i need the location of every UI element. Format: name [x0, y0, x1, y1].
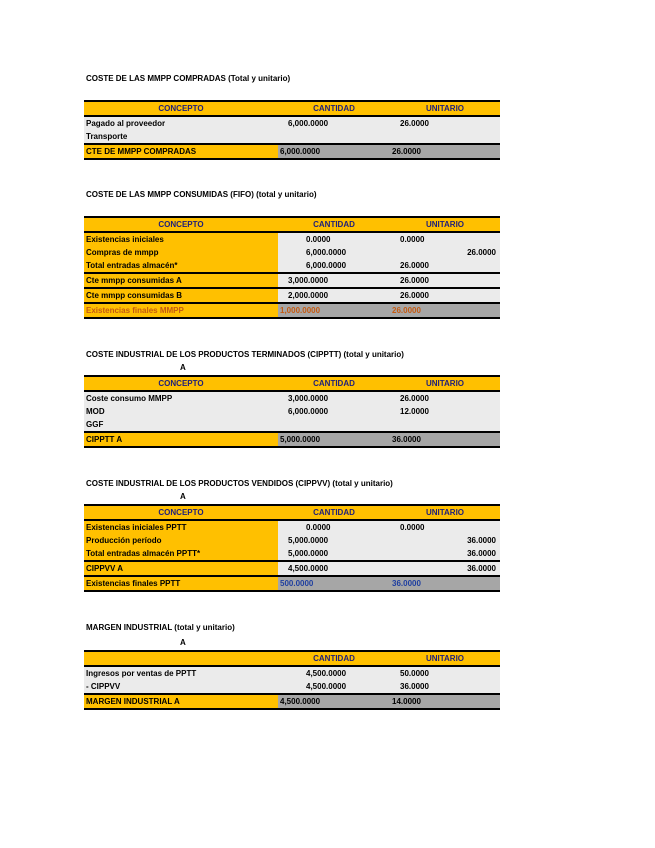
header-concepto — [84, 651, 278, 666]
row-qty: 3,000.0000 — [278, 391, 390, 405]
section-title-mmpp-consumidas: COSTE DE LAS MMPP CONSUMIDAS (FIFO) (total y unitario) — [86, 190, 317, 199]
row-qty: 5,000.0000 — [278, 547, 390, 561]
row-label: Existencias iniciales — [84, 232, 278, 246]
row-label: Coste consumo MMPP — [84, 391, 278, 405]
header-unitario: UNITARIO — [390, 101, 500, 116]
table-margen — [84, 650, 500, 710]
row-unit: 26.0000 — [390, 259, 500, 273]
total-row — [84, 432, 500, 447]
header-unitario: UNITARIO — [390, 651, 500, 666]
total-row — [84, 144, 500, 159]
total-label: CIPPTT A — [84, 432, 278, 447]
header-concepto: CONCEPTO — [84, 217, 278, 232]
row-label: Total entradas almacén* — [84, 259, 278, 273]
row-qty: 6,000.0000 — [278, 246, 390, 259]
row-label: - CIPPVV — [84, 680, 278, 694]
row-unit: 26.0000 — [390, 246, 500, 259]
total-row — [84, 576, 500, 591]
header-cantidad: CANTIDAD — [278, 505, 390, 520]
table-header — [84, 101, 500, 116]
header-cantidad: CANTIDAD — [278, 101, 390, 116]
row-qty — [278, 418, 390, 432]
row-unit: 36.0000 — [390, 561, 500, 576]
row-unit: 0.0000 — [390, 520, 500, 534]
row-qty: 3,000.0000 — [278, 273, 390, 288]
section-title-cipptt: COSTE INDUSTRIAL DE LOS PRODUCTOS TERMINADOS (CIPPTT) (total y unitario) — [86, 350, 404, 359]
table-header — [84, 651, 500, 666]
table-row — [84, 391, 500, 405]
table-header — [84, 217, 500, 232]
table-row — [84, 130, 500, 144]
table-row — [84, 520, 500, 534]
row-qty: 4,500.0000 — [278, 680, 390, 694]
table-cipptt — [84, 375, 500, 448]
table-row — [84, 547, 500, 561]
row-qty: 0.0000 — [278, 232, 390, 246]
section-title-mmpp-compradas: COSTE DE LAS MMPP COMPRADAS (Total y unitario) — [86, 74, 291, 83]
row-unit: 26.0000 — [390, 391, 500, 405]
total-unit: 26.0000 — [390, 303, 500, 318]
section-title-cippvv: COSTE INDUSTRIAL DE LOS PRODUCTOS VENDIDOS (CIPPVV) (total y unitario) — [86, 479, 393, 488]
header-unitario: UNITARIO — [390, 505, 500, 520]
table-header — [84, 376, 500, 391]
product-label-a: A — [180, 638, 186, 647]
total-row — [84, 694, 500, 709]
total-qty: 1,000.0000 — [278, 303, 390, 318]
row-label: Existencias iniciales PPTT — [84, 520, 278, 534]
total-unit: 36.0000 — [390, 432, 500, 447]
total-unit: 26.0000 — [390, 144, 500, 159]
row-qty: 6,000.0000 — [278, 116, 390, 130]
table-mmpp-compradas — [84, 100, 500, 160]
row-qty: 4,500.0000 — [278, 666, 390, 680]
table-row — [84, 232, 500, 246]
row-qty: 2,000.0000 — [278, 288, 390, 303]
table-row — [84, 288, 500, 303]
total-qty: 4,500.0000 — [278, 694, 390, 709]
section-title-margen: MARGEN INDUSTRIAL (total y unitario) — [86, 623, 235, 632]
row-unit: 26.0000 — [390, 116, 500, 130]
table-row — [84, 246, 500, 259]
total-unit: 36.0000 — [390, 576, 500, 591]
row-qty — [278, 130, 390, 144]
row-label: Producción período — [84, 534, 278, 547]
total-qty: 500.0000 — [278, 576, 390, 591]
total-label: Existencias finales PPTT — [84, 576, 278, 591]
row-label: Total entradas almacén PPTT* — [84, 547, 278, 561]
header-cantidad: CANTIDAD — [278, 217, 390, 232]
header-unitario: UNITARIO — [390, 217, 500, 232]
total-label: CTE DE MMPP COMPRADAS — [84, 144, 278, 159]
table-row — [84, 666, 500, 680]
row-unit: 36.0000 — [390, 680, 500, 694]
row-qty: 6,000.0000 — [278, 259, 390, 273]
row-unit: 26.0000 — [390, 288, 500, 303]
row-label: Cte mmpp consumidas A — [84, 273, 278, 288]
table-row — [84, 680, 500, 694]
total-label: MARGEN INDUSTRIAL A — [84, 694, 278, 709]
row-qty: 0.0000 — [278, 520, 390, 534]
product-label-a: A — [180, 492, 186, 501]
row-label: CIPPVV A — [84, 561, 278, 576]
row-unit — [390, 130, 500, 144]
row-label: GGF — [84, 418, 278, 432]
row-unit: 0.0000 — [390, 232, 500, 246]
header-concepto: CONCEPTO — [84, 376, 278, 391]
row-unit: 50.0000 — [390, 666, 500, 680]
table-row — [84, 116, 500, 130]
row-unit: 36.0000 — [390, 547, 500, 561]
row-qty: 4,500.0000 — [278, 561, 390, 576]
row-label: Cte mmpp consumidas B — [84, 288, 278, 303]
product-label-a: A — [180, 363, 186, 372]
row-unit — [390, 418, 500, 432]
row-unit: 12.0000 — [390, 405, 500, 418]
total-label: Existencias finales MMPP — [84, 303, 278, 318]
table-cippvv — [84, 504, 500, 592]
row-label: Compras de mmpp — [84, 246, 278, 259]
table-row — [84, 259, 500, 273]
row-qty: 5,000.0000 — [278, 534, 390, 547]
table-row — [84, 534, 500, 547]
table-header — [84, 505, 500, 520]
total-qty: 6,000.0000 — [278, 144, 390, 159]
header-concepto: CONCEPTO — [84, 101, 278, 116]
total-unit: 14.0000 — [390, 694, 500, 709]
header-unitario: UNITARIO — [390, 376, 500, 391]
total-qty: 5,000.0000 — [278, 432, 390, 447]
row-label: Ingresos por ventas de PPTT — [84, 666, 278, 680]
table-row — [84, 405, 500, 418]
header-cantidad: CANTIDAD — [278, 651, 390, 666]
row-label: Pagado al proveedor — [84, 116, 278, 130]
header-cantidad: CANTIDAD — [278, 376, 390, 391]
table-row — [84, 561, 500, 576]
table-row — [84, 273, 500, 288]
total-row — [84, 303, 500, 318]
table-mmpp-consumidas — [84, 216, 500, 319]
row-unit: 26.0000 — [390, 273, 500, 288]
row-unit: 36.0000 — [390, 534, 500, 547]
row-label: Transporte — [84, 130, 278, 144]
row-label: MOD — [84, 405, 278, 418]
table-row — [84, 418, 500, 432]
row-qty: 6,000.0000 — [278, 405, 390, 418]
header-concepto: CONCEPTO — [84, 505, 278, 520]
